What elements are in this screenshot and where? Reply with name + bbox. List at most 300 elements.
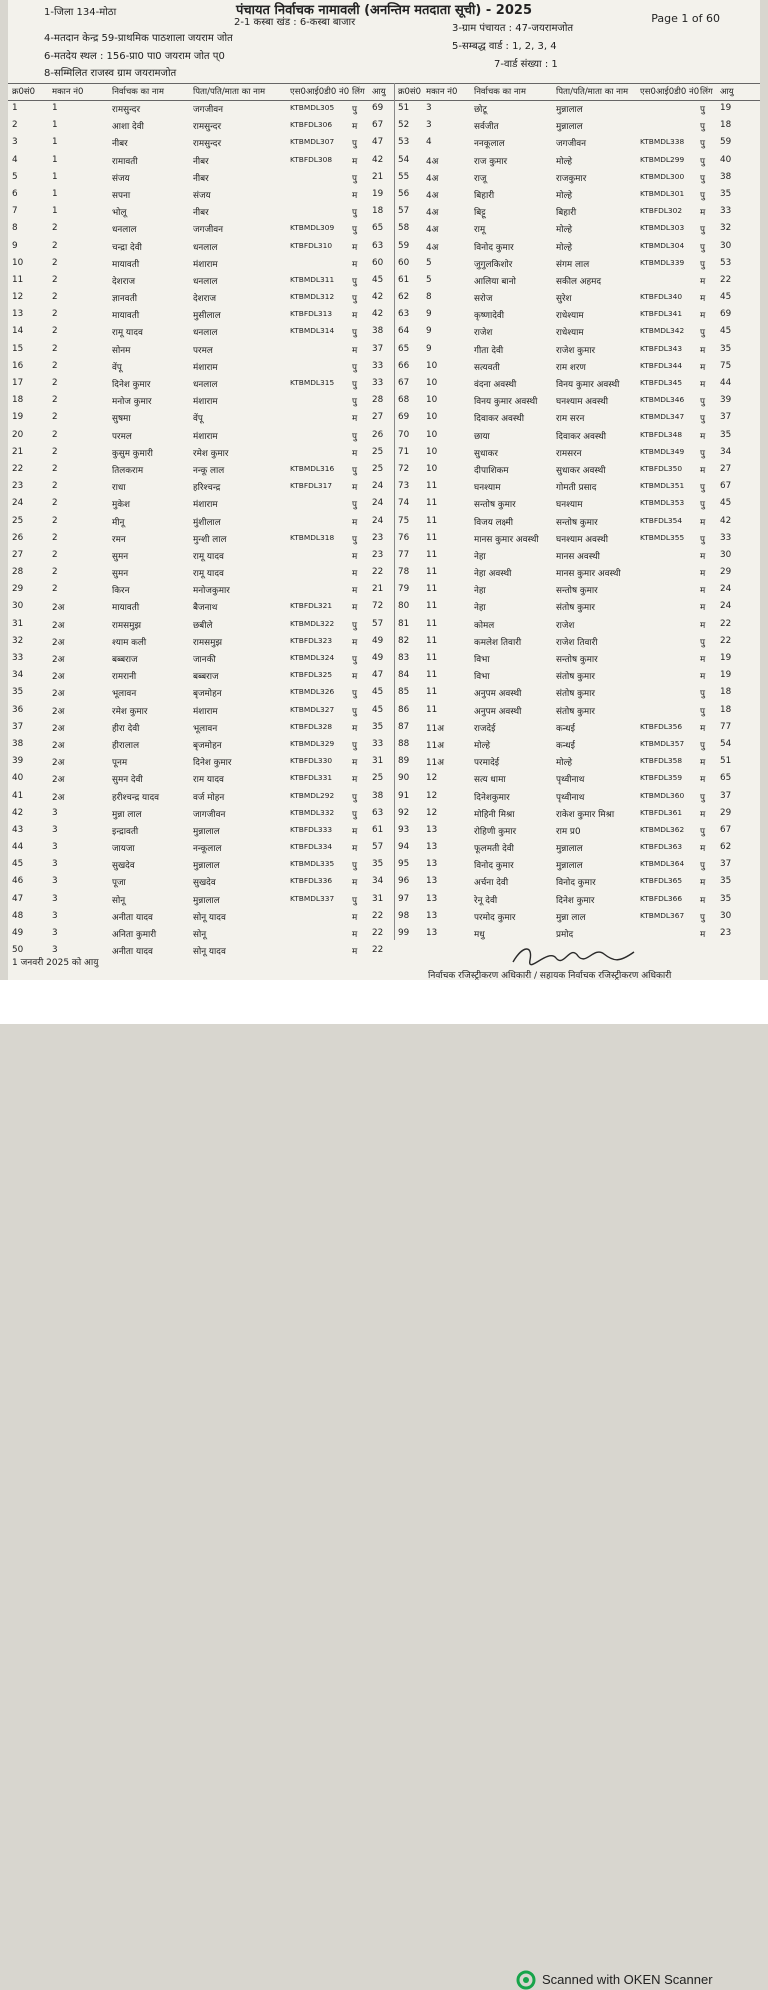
voter-name-cell: आशा देवी: [112, 122, 144, 133]
relative-name-cell: जगजीवन: [193, 105, 224, 115]
serial-cell: 4: [12, 154, 18, 165]
serial-cell: 28: [12, 567, 24, 578]
house-cell: 2अ: [52, 689, 65, 700]
table-row: [8, 135, 760, 152]
serial-cell-2: 92: [398, 807, 410, 818]
serial-cell: 29: [12, 584, 24, 595]
ward-label: 5-सम्बद्ध वार्ड : 1, 2, 3, 4: [452, 41, 557, 52]
voter-name-cell: भूलावन: [112, 689, 137, 700]
column-divider: [394, 83, 395, 940]
serial-cell: 18: [12, 395, 24, 406]
sid-cell: KTBMDL311: [290, 274, 335, 284]
serial-cell-2: 69: [398, 412, 410, 423]
sid-cell-2: KTBMDL346: [640, 395, 685, 405]
gender-cell-2: म: [700, 878, 706, 889]
gender-cell-2: पु: [700, 122, 705, 133]
house-cell-2: 3: [426, 103, 432, 113]
house-cell-2: 11: [426, 601, 438, 612]
house-cell-2: 12: [426, 773, 438, 784]
relative-name-cell-2: मानस अवस्थी: [556, 551, 600, 562]
serial-cell: 25: [12, 515, 24, 526]
sid-cell-2: KTBFDL356: [640, 721, 683, 731]
house-cell-2: 4अ: [426, 156, 439, 167]
gender-cell-2: म: [700, 311, 706, 322]
sid-cell: KTBMDL327: [290, 704, 335, 714]
relative-name-cell: नीबर: [193, 156, 209, 167]
age-cell-2: 77: [720, 721, 732, 732]
serial-cell: 26: [12, 532, 24, 543]
house-cell-2: 11: [426, 635, 438, 646]
age-cell: 18: [372, 206, 384, 217]
sid-cell-2: KTBFDL361: [640, 807, 683, 817]
voter-name-cell-2: अनुपम अवस्थी: [474, 689, 522, 700]
age-cell-2: 33: [720, 206, 732, 217]
serial-cell: 6: [12, 188, 18, 199]
house-cell: 3: [52, 945, 58, 956]
age-cell: 26: [372, 429, 384, 440]
sid-cell-2: KTBMDL304: [640, 240, 685, 250]
house-cell: 2अ: [52, 706, 65, 717]
table-row: [8, 634, 760, 651]
ward-number-label: 7-वार्ड संख्या : 1: [494, 59, 558, 70]
sid-cell: KTBFDL313: [290, 309, 333, 319]
house-cell: 2: [52, 515, 58, 526]
age-cell-2: 54: [720, 738, 732, 749]
voter-name-cell: पूनम: [112, 758, 128, 769]
serial-cell: 5: [12, 171, 18, 182]
serial-cell: 22: [12, 463, 24, 474]
serial-cell-2: 90: [398, 773, 410, 784]
voter-name-cell-2: विभा: [474, 655, 490, 665]
serial-cell-2: 99: [398, 928, 410, 938]
gender-cell-2: म: [700, 603, 706, 614]
voter-name-cell: अनीता यादव: [112, 947, 153, 958]
header-house: मकान नं0: [52, 87, 84, 97]
sid-cell: KTBFDL325: [290, 670, 333, 680]
table-row: [8, 376, 760, 393]
age-cell-2: 22: [720, 618, 732, 629]
house-cell: 2: [52, 257, 58, 268]
table-row: [8, 428, 760, 445]
serial-cell: 17: [12, 378, 24, 388]
relative-name-cell-2: राम शरण: [556, 362, 586, 373]
voter-name-cell-2: मानस कुमार अवस्थी: [474, 534, 539, 545]
age-cell-2: 75: [720, 360, 732, 371]
table-row: [8, 496, 760, 513]
serial-cell: 39: [12, 756, 24, 767]
table-row: [8, 170, 760, 187]
serial-cell: 10: [12, 257, 24, 268]
house-cell: 1: [52, 137, 58, 148]
serial-cell-2: 85: [398, 687, 410, 698]
handwritten-signature: [508, 940, 638, 970]
relative-name-cell-2: घनश्याम अवस्थी: [556, 397, 609, 408]
voter-name-cell: श्याम कली: [112, 637, 147, 648]
voter-name-cell: रामू यादव: [112, 328, 143, 339]
gender-cell: पु: [352, 500, 357, 511]
table-row: [8, 823, 760, 840]
age-cell-2: 34: [720, 446, 732, 457]
relative-name-cell-2: सन्तोष कुमार: [556, 586, 598, 597]
relative-name-cell-2: मोल्हे: [556, 156, 573, 167]
house-cell-2: 4अ: [426, 242, 439, 253]
relative-name-cell-2: मोल्हे: [556, 758, 573, 769]
house-cell-2: 11अ: [426, 758, 444, 769]
gender-cell-2: म: [700, 208, 706, 219]
sid-cell-2: KTBMDL357: [640, 738, 685, 748]
gender-cell: पु: [352, 225, 357, 236]
serial-cell-2: 62: [398, 292, 410, 303]
relative-name-cell-2: संतोष कुमार: [556, 689, 596, 700]
table-row: [8, 926, 760, 943]
age-cell-2: 37: [720, 412, 732, 423]
age-cell: 27: [372, 412, 384, 423]
age-cell: 45: [372, 687, 384, 698]
serial-cell-2: 95: [398, 859, 410, 870]
house-cell: 2: [52, 343, 58, 354]
table-row: [8, 909, 760, 926]
age-cell: 21: [372, 584, 384, 595]
house-cell-2: 13: [426, 876, 438, 887]
house-cell: 2: [52, 446, 58, 457]
age-cell-2: 67: [720, 481, 732, 492]
age-cell: 45: [372, 274, 384, 285]
age-cell: 33: [372, 378, 384, 388]
scanner-watermark-bar: [0, 980, 768, 1987]
age-cell-2: 24: [720, 601, 732, 612]
gender-cell: म: [352, 637, 358, 648]
voter-name-cell-2: गीता देवी: [474, 345, 504, 356]
gender-cell: पु: [352, 706, 357, 717]
serial-cell-2: 58: [398, 223, 410, 234]
age-cell: 25: [372, 773, 384, 784]
sid-cell: KTBMDL292: [290, 790, 335, 800]
relative-name-cell-2: राकेश कुमार मिश्रा: [556, 809, 615, 820]
relative-name-cell: बब्बराज: [193, 672, 219, 683]
voter-name-cell: सुमन: [112, 551, 129, 562]
voter-name-cell: मुन्ना लाल: [112, 809, 142, 820]
gender-cell-2: म: [700, 775, 706, 786]
table-row: [8, 857, 760, 874]
serial-cell: 50: [12, 945, 24, 956]
age-cell-2: 32: [720, 223, 732, 234]
age-cell-2: 22: [720, 635, 732, 646]
table-row: [8, 531, 760, 548]
gender-cell: म: [352, 586, 358, 597]
age-cell: 31: [372, 756, 384, 767]
serial-cell: 23: [12, 481, 24, 492]
header-gender-2: लिंग: [700, 87, 713, 97]
table-row: [8, 359, 760, 376]
voter-name-cell: भोलू: [112, 208, 127, 219]
gender-cell: म: [352, 603, 358, 614]
house-cell: 2: [52, 412, 58, 423]
header-serial-2: क्र0सं0: [398, 87, 422, 97]
gender-cell-2: म: [700, 723, 706, 734]
gender-cell: म: [352, 878, 358, 889]
gender-cell: म: [352, 311, 358, 322]
sid-cell: KTBFDL308: [290, 154, 333, 164]
sid-cell-2: KTBFDL354: [640, 515, 683, 525]
serial-cell: 3: [12, 137, 18, 148]
voter-name-cell-2: ननकूलाल: [474, 139, 505, 150]
relative-name-cell-2: राजेश: [556, 620, 575, 631]
serial-cell: 37: [12, 721, 24, 732]
voter-name-cell: रामसुन्दर: [112, 105, 141, 115]
sid-cell: KTBFDL334: [290, 842, 333, 852]
relative-name-cell: जानकी: [193, 655, 216, 665]
sid-cell: KTBFDL333: [290, 824, 333, 834]
sid-cell-2: KTBMDL349: [640, 446, 685, 456]
serial-cell-2: 72: [398, 463, 410, 474]
voter-name-cell-2: कमलेश तिवारी: [474, 637, 522, 648]
house-cell: 1: [52, 188, 58, 199]
table-row: [8, 324, 760, 341]
relative-name-cell: नन्कूलाल: [193, 844, 222, 855]
sid-cell-2: KTBMDL303: [640, 223, 685, 233]
gender-cell-2: पु: [700, 500, 705, 511]
relative-name-cell: मनोजकुमार: [193, 586, 230, 597]
sid-cell-2: KTBFDL366: [640, 893, 683, 903]
gender-cell-2: पु: [700, 225, 705, 236]
age-cell-2: 35: [720, 429, 732, 440]
serial-cell: 2: [12, 120, 18, 131]
gender-cell-2: म: [700, 672, 706, 683]
relative-name-cell-2: सुधाकर अवस्थी: [556, 465, 606, 476]
house-cell-2: 9: [426, 309, 432, 320]
header-age-2: आयु: [720, 87, 734, 97]
sid-cell: KTBMDL307: [290, 137, 335, 147]
age-cell-2: 65: [720, 773, 732, 784]
relative-name-cell-2: बिहारी: [556, 208, 577, 219]
gender-cell: म: [352, 414, 358, 425]
serial-cell-2: 67: [398, 378, 410, 388]
age-cell-2: 67: [720, 824, 732, 835]
house-cell-2: 9: [426, 326, 432, 337]
age-cell: 23: [372, 549, 384, 560]
gender-cell-2: पु: [700, 689, 705, 700]
relative-name-cell-2: राम प्र0: [556, 826, 581, 837]
serial-cell: 8: [12, 223, 18, 234]
table-row: [8, 221, 760, 238]
sid-cell-2: KTBFDL365: [640, 876, 683, 886]
gender-cell: म: [352, 930, 358, 940]
gender-cell-2: म: [700, 809, 706, 820]
relative-name-cell-2: घनश्याम: [556, 500, 583, 511]
house-cell: 2अ: [52, 655, 65, 665]
table-row: [8, 101, 760, 118]
table-row: [8, 462, 760, 479]
relative-name-cell: धनलाल: [193, 276, 218, 287]
sid-cell: KTBMDL305: [290, 103, 335, 112]
relative-name-cell-2: मोल्हे: [556, 190, 573, 201]
relative-name-cell-2: विनोद कुमार: [556, 878, 596, 889]
voter-name-cell: मायावती: [112, 259, 140, 270]
voter-name-cell-2: नेहा अवस्थी: [474, 569, 512, 580]
voter-name-cell: मनोज कुमार: [112, 397, 152, 408]
age-cell-2: 37: [720, 859, 732, 870]
polling-centre-label: 4-मतदान केन्द्र 59-प्राथमिक पाठशाला जयराम जोत: [44, 33, 233, 44]
house-cell-2: 13: [426, 859, 438, 870]
voter-name-cell-2: विभा: [474, 672, 490, 683]
gender-cell-2: म: [700, 895, 706, 906]
serial-cell-2: 86: [398, 704, 410, 715]
serial-cell-2: 73: [398, 481, 410, 492]
serial-cell: 13: [12, 309, 24, 320]
gender-cell: पु: [352, 895, 357, 906]
table-row: [8, 668, 760, 685]
gender-cell: पु: [352, 792, 357, 803]
relative-name-cell-2: मानस कुमार अवस्थी: [556, 569, 621, 580]
voter-name-cell-2: आलिया बानो: [474, 276, 516, 287]
serial-cell-2: 57: [398, 206, 410, 217]
sid-cell: KTBFDL317: [290, 481, 333, 491]
gender-cell: पु: [352, 809, 357, 820]
voter-name-cell: दिनेश कुमार: [112, 380, 151, 390]
voter-name-cell-2: दिनेशकुमार: [474, 792, 510, 803]
sid-cell-2: KTBFDL348: [640, 429, 683, 439]
serial-cell: 14: [12, 326, 24, 337]
table-row: [8, 479, 760, 496]
relative-name-cell: देशराज: [193, 294, 217, 305]
house-cell-2: 10: [426, 378, 438, 388]
relative-name-cell: मंशाराम: [193, 259, 218, 270]
header-name-2: निर्वाचक का नाम: [474, 87, 526, 97]
voter-name-cell: चन्द्रा देवी: [112, 242, 142, 253]
house-cell-2: 12: [426, 807, 438, 818]
sid-cell-2: KTBFDL363: [640, 842, 683, 852]
voter-name-cell-2: विनोद कुमार: [474, 861, 514, 872]
gender-cell: पु: [352, 620, 357, 631]
gender-cell-2: म: [700, 362, 706, 373]
scanner-watermark: Scanned with OKEN Scanner: [542, 1972, 713, 1987]
relative-name-cell: सोनू यादव: [193, 947, 226, 958]
relative-name-cell-2: सुरेश: [556, 294, 572, 305]
relative-name-cell: रामसुन्दर: [193, 139, 222, 150]
sid-cell-2: KTBMDL364: [640, 859, 685, 869]
sid-cell-2: KTBFDL345: [640, 378, 683, 387]
house-cell: 2: [52, 498, 58, 509]
table-header: [8, 83, 760, 101]
sid-cell: KTBMDL316: [290, 463, 335, 473]
serial-cell-2: 70: [398, 429, 410, 440]
serial-cell: 43: [12, 824, 24, 835]
table-row: [8, 393, 760, 410]
gender-cell: पु: [352, 328, 357, 339]
house-cell: 2: [52, 274, 58, 285]
voter-name-cell: राधा: [112, 483, 126, 494]
voter-name-cell: परमल: [112, 431, 132, 442]
sid-cell-2: KTBMDL338: [640, 137, 685, 147]
age-cell: 57: [372, 618, 384, 629]
table-row: [8, 599, 760, 616]
serial-cell: 34: [12, 670, 24, 681]
serial-cell-2: 79: [398, 584, 410, 595]
serial-cell: 15: [12, 343, 24, 354]
sid-cell: KTBFDL328: [290, 721, 333, 731]
voter-name-cell: सोनू: [112, 895, 126, 906]
relative-name-cell-2: रामसरन: [556, 448, 582, 459]
relative-name-cell: भूलावन: [193, 723, 218, 734]
relative-name-cell: रामू यादव: [193, 551, 224, 562]
serial-cell: 27: [12, 549, 24, 560]
relative-name-cell-2: राम सरन: [556, 414, 585, 425]
gender-cell-2: म: [700, 465, 706, 476]
house-cell-2: 11: [426, 653, 438, 663]
relative-name-cell-2: संगम लाल: [556, 259, 590, 270]
page-number: Page 1 of 60: [651, 12, 720, 25]
voter-name-cell: रमन: [112, 534, 126, 545]
serial-cell-2: 94: [398, 842, 410, 853]
sid-cell: KTBMDL332: [290, 807, 335, 817]
age-cell: 22: [372, 945, 384, 956]
age-cell: 60: [372, 257, 384, 268]
voter-name-cell: संजय: [112, 173, 130, 184]
serial-cell-2: 91: [398, 790, 410, 801]
relative-name-cell: मुन्नालाल: [193, 826, 220, 837]
age-cell: 61: [372, 824, 384, 835]
age-cell-2: 30: [720, 240, 732, 251]
age-cell: 24: [372, 498, 384, 509]
voter-name-cell: अनीता यादव: [112, 912, 153, 923]
voter-name-cell: मायावती: [112, 311, 140, 322]
age-cell: 24: [372, 481, 384, 492]
table-row: [8, 118, 760, 135]
house-cell-2: 13: [426, 842, 438, 853]
serial-cell-2: 68: [398, 395, 410, 406]
relative-name-cell-2: सन्तोष कुमार: [556, 517, 598, 528]
relative-name-cell: मुन्शी लाल: [193, 534, 227, 545]
table-row: [8, 754, 760, 771]
voter-name-cell: धनलाल: [112, 225, 137, 236]
serial-cell-2: 75: [398, 515, 410, 526]
gender-cell-2: पु: [700, 414, 705, 425]
gender-cell: म: [352, 190, 358, 201]
relative-name-cell: रामसमुझ: [193, 637, 222, 648]
serial-cell-2: 88: [398, 738, 410, 749]
house-cell-2: 11: [426, 515, 438, 526]
house-cell: 2: [52, 481, 58, 492]
house-cell: 2: [52, 395, 58, 406]
house-cell: 2अ: [52, 758, 65, 769]
house-cell: 2: [52, 549, 58, 560]
house-cell: 1: [52, 120, 58, 131]
serial-cell-2: 53: [398, 137, 410, 148]
house-cell: 2: [52, 223, 58, 234]
serial-cell-2: 81: [398, 618, 410, 629]
age-cell-2: 18: [720, 687, 732, 698]
relative-name-cell-2: दिनेश कुमार: [556, 895, 595, 906]
relative-name-cell-2: राजेश तिवारी: [556, 637, 598, 648]
sid-cell: KTBFDL321: [290, 601, 333, 611]
gender-cell: पु: [352, 362, 357, 373]
signature-label: निर्वाचक रजिस्ट्रीकरण अधिकारी / सहायक निर्वाचक रजिस्ट्रीकरण अधिकारी: [428, 971, 672, 980]
house-cell: 2अ: [52, 637, 65, 648]
gender-cell-2: पु: [700, 242, 705, 253]
age-cell-2: 40: [720, 154, 732, 165]
header-relative: पिता/पति/माता का नाम: [193, 87, 266, 97]
age-cell-2: 42: [720, 515, 732, 526]
house-cell: 1: [52, 206, 58, 217]
serial-cell: 11: [12, 274, 24, 285]
voter-name-cell-2: नेहा: [474, 603, 486, 614]
gender-cell-2: पु: [700, 534, 705, 545]
relative-name-cell: जगजीवन: [193, 225, 224, 236]
voter-name-cell: वेंपू: [112, 362, 122, 373]
voter-name-cell: मीनू: [112, 517, 125, 528]
relative-name-cell-2: मुन्नालाल: [556, 122, 583, 133]
sid-cell: KTBMDL326: [290, 687, 335, 697]
